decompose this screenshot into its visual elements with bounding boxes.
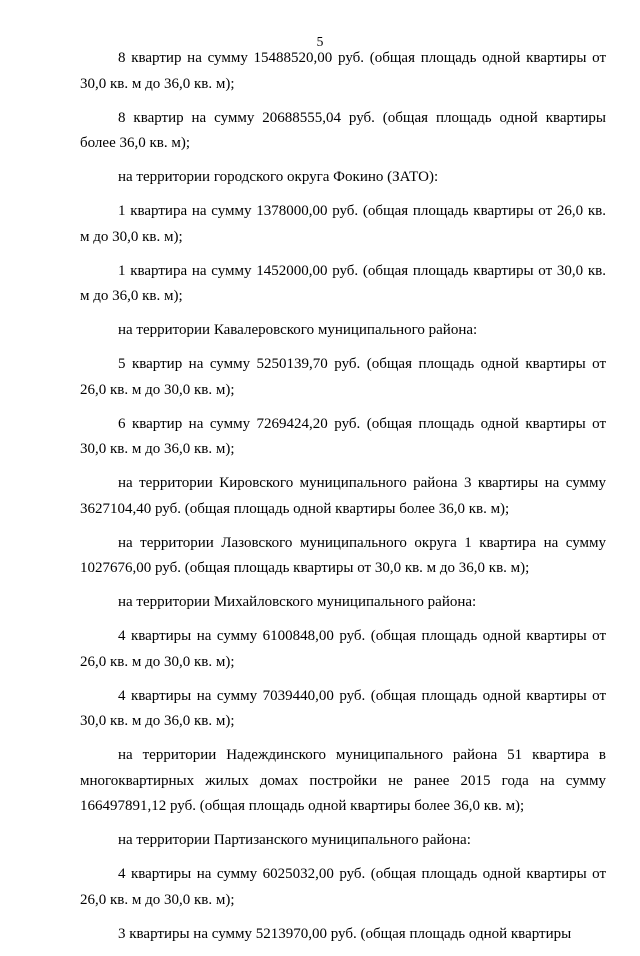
paragraph: 8 квартир на сумму 15488520,00 руб. (общая площадь одной квартиры от 30,0 кв. м до 36,0 кв. м);	[80, 50, 606, 92]
paragraph: на территории Кировского муниципального района 3 квартиры на сумму 3627104,40 руб. (общая площадь одной квартиры более 36,0 кв. м);	[80, 475, 606, 517]
paragraph: 4 квартиры на сумму 7039440,00 руб. (общая площадь одной квартиры от 30,0 кв. м до 36,0 кв. м);	[80, 687, 606, 729]
paragraph: 1 квартира на сумму 1378000,00 руб. (общая площадь квартиры от 26,0 кв. м до 30,0 кв. м);	[80, 203, 606, 245]
paragraph: 3 квартиры на сумму 5213970,00 руб. (общая площадь одной квартиры	[118, 925, 572, 942]
paragraph: 6 квартир на сумму 7269424,20 руб. (общая площадь одной квартиры от 30,0 кв. м до 36,0 кв. м);	[80, 415, 606, 457]
section-heading-paragraph: на территории Михайловского муниципального района:	[118, 594, 477, 610]
paragraph: 1 квартира на сумму 1452000,00 руб. (общая площадь квартиры от 30,0 кв. м до 36,0 кв. м);	[80, 262, 606, 304]
paragraph: 5 квартир на сумму 5250139,70 руб. (общая площадь одной квартиры от 26,0 кв. м до 30,0 кв. м);	[80, 356, 606, 398]
section-heading-paragraph: на территории Партизанского муниципального района:	[118, 832, 471, 848]
page-number: 5	[316, 34, 324, 49]
paragraph: 8 квартир на сумму 20688555,04 руб. (общая площадь одной квартиры более 36,0 кв. м);	[80, 109, 606, 151]
document-body	[80, 46, 606, 956]
paragraph: 4 квартиры на сумму 6025032,00 руб. (общая площадь одной квартиры от 26,0 кв. м до 30,0 кв. м);	[80, 866, 606, 908]
paragraph: на территории Лазовского муниципального округа 1 квартира на сумму 1027676,00 руб. (общая площадь квартиры от 30,0 кв. м до 36,0 кв. м);	[80, 534, 606, 576]
paragraph: на территории Надеждинского муниципального района 51 квартира в многоквартирных жилых домах постройки не ранее 2015 года на сумму 166497891,12 руб. (общая площадь одной квартиры более 36,0 кв. м);	[80, 747, 606, 814]
paragraph: 4 квартиры на сумму 6100848,00 руб. (общая площадь одной квартиры от 26,0 кв. м до 30,0 кв. м);	[80, 628, 606, 670]
section-heading-paragraph: на территории городского округа Фокино (ЗАТО):	[118, 169, 439, 185]
section-heading-paragraph: на территории Кавалеровского муниципального района:	[118, 322, 478, 338]
